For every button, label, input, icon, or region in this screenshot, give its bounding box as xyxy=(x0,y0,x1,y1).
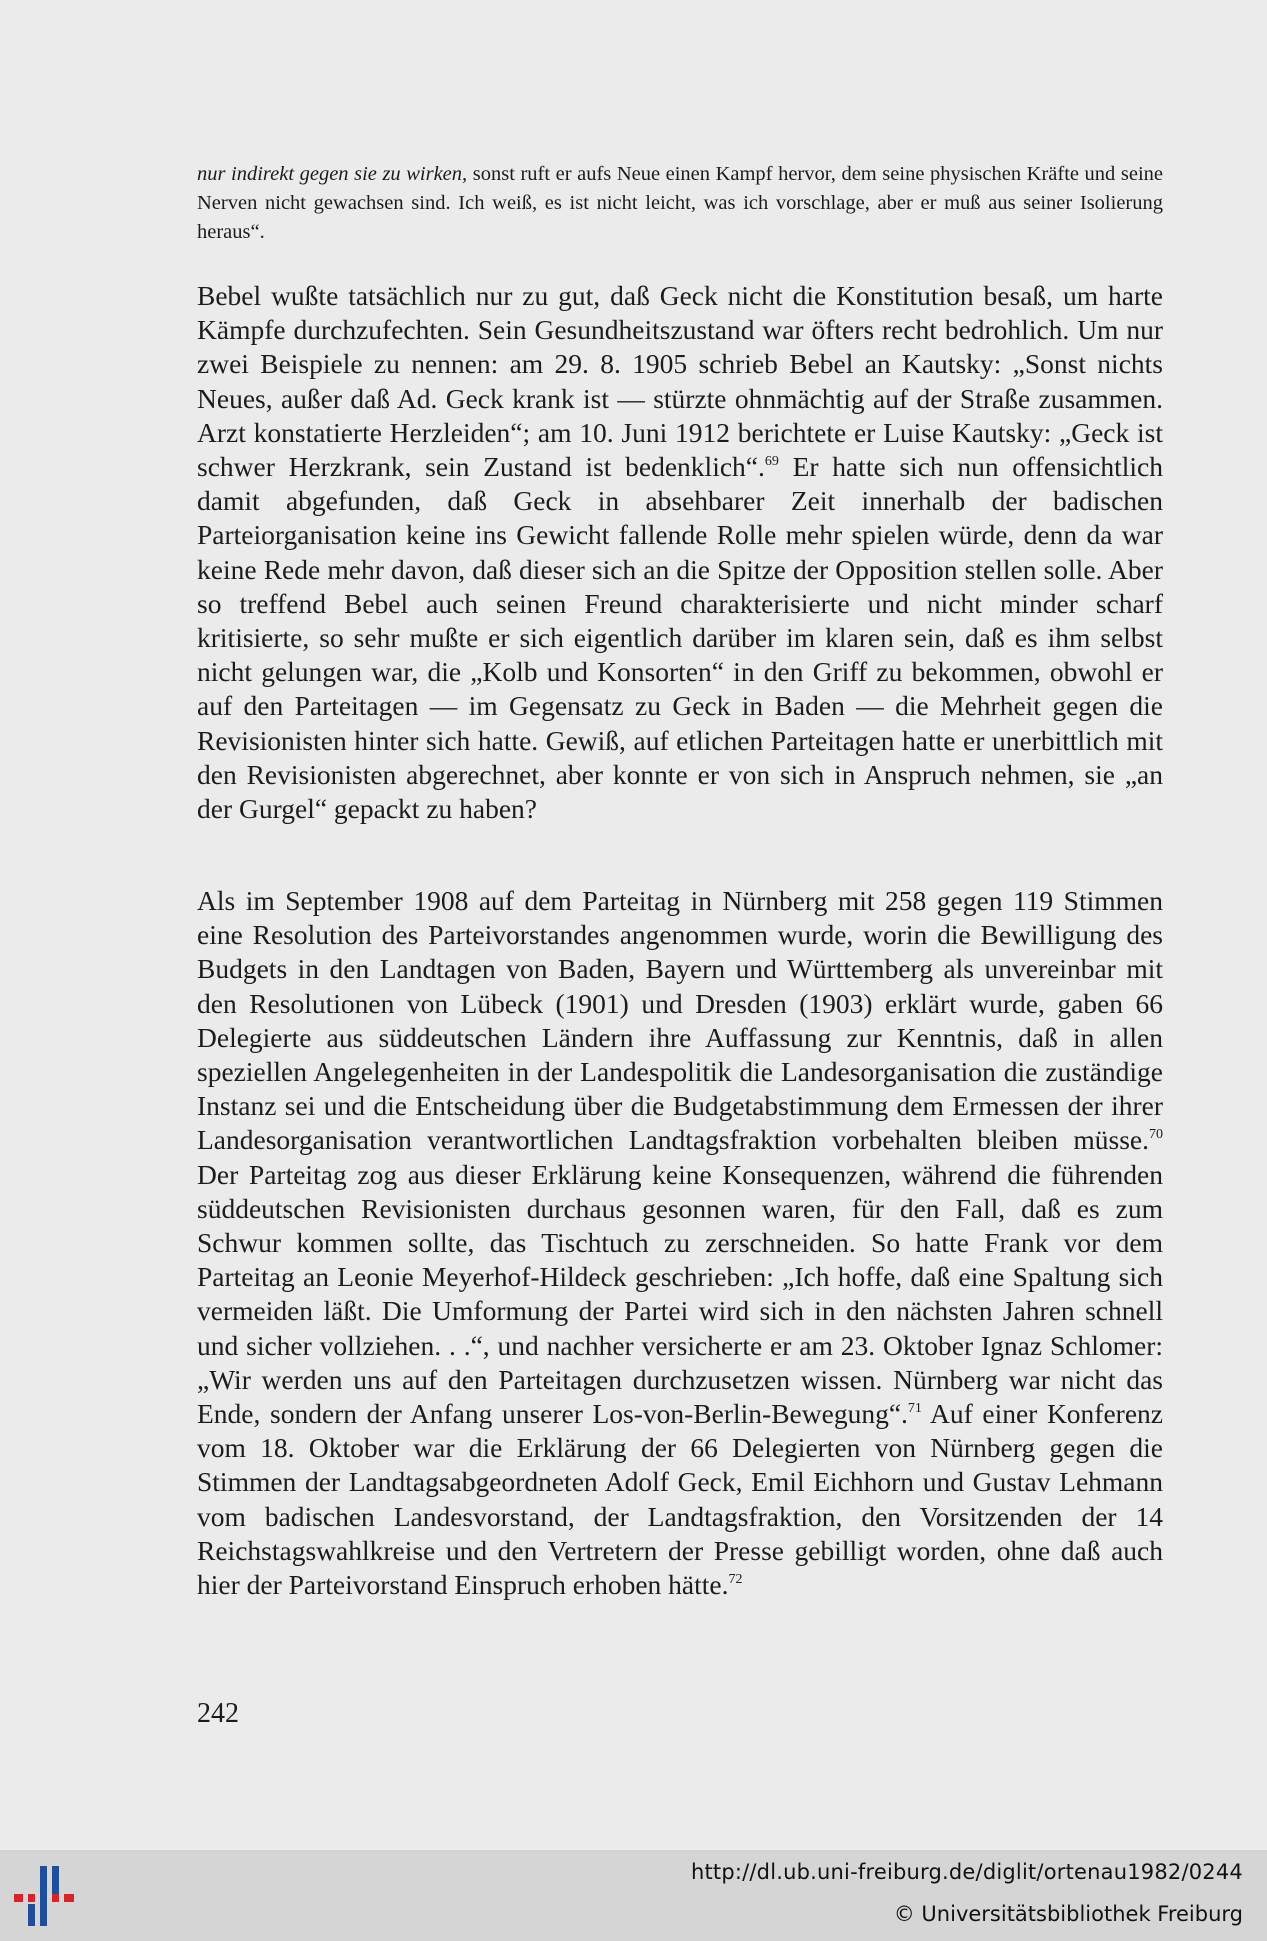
footnote-ref-70: 70 xyxy=(1149,1127,1163,1143)
quote-italic-intro: nur indirekt gegen sie zu wirken, xyxy=(197,163,468,185)
paragraph-2 xyxy=(197,884,1163,1602)
footnote-ref-71: 71 xyxy=(907,1401,922,1417)
block-quote xyxy=(197,160,1163,247)
quote-text: sonst ruft er aufs Neue einen Kampf hervor, dem seine physischen Kräfte und seine Nerven nicht gewachsen sind. Ich weiß, es ist nicht leicht, was ich vorschlage, aber er muß aus seiner Isolierung heraus“. xyxy=(197,163,1163,243)
paragraph-2-text-b: Der Parteitag zog aus dieser Erklärung keine Konsequenzen, während die führenden süddeutschen Revisionisten durchaus gesonnen waren, für den Fall, daß es zum Schwur kommen sollte, das Tischtuch zu zerschneiden. So hatte Frank vor dem Parteitag an Leonie Meyerhof-Hildeck geschrieben: „Ich hoffe, daß eine Spaltung sich vermeiden läßt. Die Umformung der Partei wird sich in den nächsten Jahren schnell und sicher vollziehen. . .“, und nachher versicherte er am 23. Oktober Ignaz Schlomer: „Wir werden uns auf den Parteitagen durchzusetzen wissen. Nürnberg war nicht das Ende, sondern der Anfang unserer Los-von-Berlin-Bewegung“. xyxy=(197,1158,1163,1430)
paragraph-1 xyxy=(197,279,1163,826)
copyright-notice: © Universitätsbibliothek Freiburg xyxy=(893,1902,1243,1926)
footnote-ref-72: 72 xyxy=(728,1572,743,1588)
ub-freiburg-logo-icon xyxy=(14,1864,84,1928)
paragraph-1-text-a: Bebel wußte tatsächlich nur zu gut, daß Geck nicht die Konstitution besaß, um harte Kämpfe durchzufechten. Sein Gesundheitszustand war öfters recht bedrohlich. Um nur zwei Beispiele zu nennen: am 29. 8. 1905 schrieb Bebel an Kautsky: „Sonst nichts Neues, außer daß Ad. Geck krank ist — stürzte ohnmächtig auf der Straße zusammen. Arzt konstatierte Herzleiden“; am 10. Juni 1912 berichtete er Luise Kautsky: „Geck ist schwer Herzkrank, sein Zustand ist bedenklich“. xyxy=(197,280,1163,483)
paragraph-2-text-c: Auf einer Konferenz vom 18. Oktober war die Erklärung der 66 Delegierten von Nürnberg gegen die Stimmen der Landtagsabgeordneten Adolf Geck, Emil Eichhorn und Gustav Lehmann vom badischen Landesvorstand, der Landtagsfraktion, den Vorsitzenden der 14 Reichstagswahlkreise und den Vertretern der Presse gebilligt worden, ohne daß auch hier der Parteivorstand Einspruch erhoben hätte. xyxy=(197,1398,1163,1601)
paragraph-1-text-b: Er hatte sich nun offensichtlich damit abgefunden, daß Geck in absehbarer Zeit innerhalb der badischen Parteiorganisation keine ins Gewicht fallende Rolle mehr spielen würde, denn da war keine Rede mehr davon, daß dieser sich an die Spitze der Opposition stellen solle. Aber so treffend Bebel auch seinen Freund charakterisierte und nicht minder scharf kritisierte, so sehr mußte er sich eigentlich darüber im klaren sein, daß es ihm selbst nicht gelungen war, die „Kolb und Konsorten“ in den Griff zu bekommen, obwohl er auf den Parteitagen — im Gegensatz zu Geck in Baden — die Mehrheit gegen die Revisionisten hinter sich hatte. Gewiß, auf etlichen Parteitagen hatte er unerbittlich mit den Revisionisten abgerechnet, aber konnte er von sich in Anspruch nehmen, sie „an der Gurgel“ gepackt zu haben? xyxy=(197,451,1163,825)
page-number: 242 xyxy=(197,1698,239,1729)
paragraph-2-text-a: Als im September 1908 auf dem Parteitag in Nürnberg mit 258 gegen 119 Stimmen eine Resolution des Parteivorstandes angenommen wurde, worin die Bewilligung des Budgets in den Landtagen von Baden, Bayern und Württemberg als unvereinbar mit den Resolutionen von Lübeck (1901) und Dresden (1903) erklärt wurde, gaben 66 Delegierte aus süddeutschen Ländern ihre Auffassung zur Kenntnis, daß in allen speziellen Angelegenheiten in der Landespolitik die Landesorganisation die zuständige Instanz sei und die Entscheidung über die Budgetabstimmung dem Ermessen der ihrer Landesorganisation verantwortlichen Landtagsfraktion vorbehalten bleiben müsse. xyxy=(197,885,1163,1156)
footnote-ref-69: 69 xyxy=(764,454,779,470)
source-url-link[interactable]: http://dl.ub.uni-freiburg.de/diglit/ortenau1982/0244 xyxy=(690,1860,1243,1884)
footer-bar xyxy=(0,1850,1267,1941)
